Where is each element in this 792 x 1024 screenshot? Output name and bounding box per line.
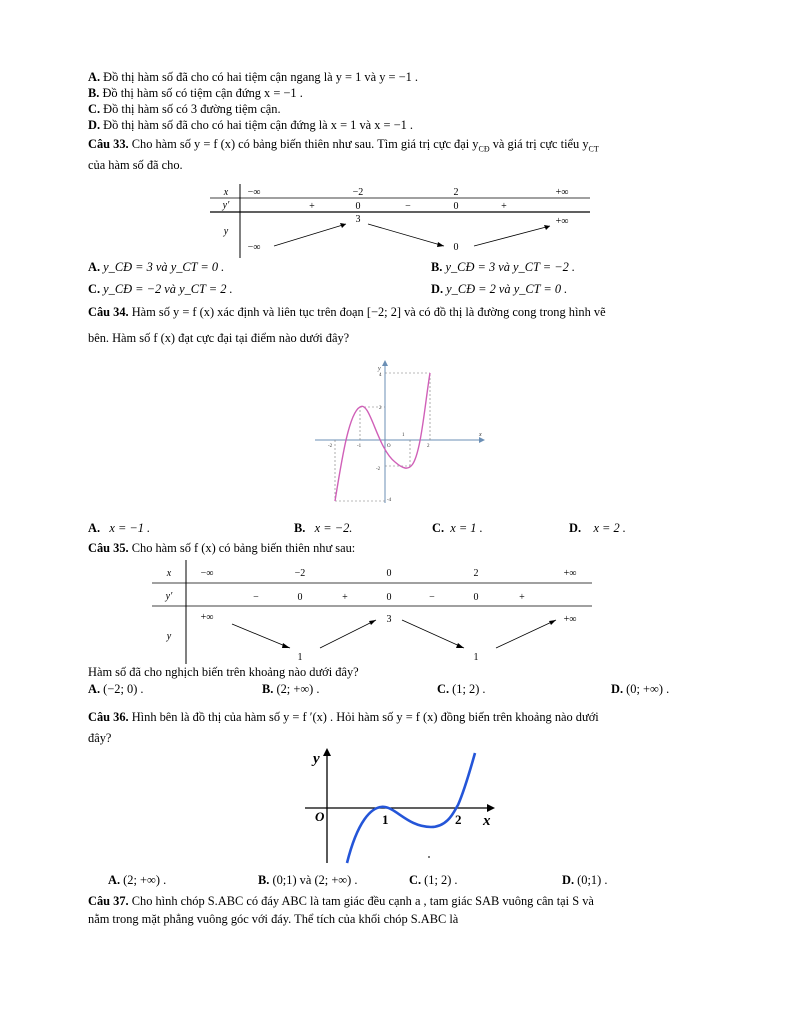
q32-option-c: C. Đồ thị hàm số có 3 đường tiệm cận. xyxy=(88,102,281,116)
q33-stem: Câu 33. Cho hàm số y = f (x) có bảng biến thiên như sau. Tìm giá trị cực đại $y_{CĐ}$ và giá trị cực tiểu $y_{CT}$ xyxy=(88,137,599,154)
q33-option-a: A. y_CĐ = 3 và y_CT = 0 . xyxy=(88,260,225,274)
q33-x-0: −∞ xyxy=(247,187,261,198)
q35-y-1: 1 xyxy=(297,652,303,663)
q35-y-0: +∞ xyxy=(200,612,214,623)
q36-axis-x: x xyxy=(483,813,491,829)
q35-option-a: A. (−2; 0) . xyxy=(88,682,144,696)
q36-axis-y: y xyxy=(313,751,320,767)
q33-x-3: +∞ xyxy=(555,187,569,198)
q35-option-b: B. (2; +∞) . xyxy=(262,682,320,696)
q33-yp-label: y′ xyxy=(222,200,230,211)
q32-option-a: A. Đồ thị hàm số đã cho có hai tiệm cận ngang là y = 1 và y = −1 . xyxy=(88,70,418,84)
q35-x-2: 0 xyxy=(386,568,392,579)
q35-y-2: 3 xyxy=(386,614,392,625)
q35-y-4: +∞ xyxy=(563,614,577,625)
q32-option-d: D. Đồ thị hàm số đã cho có hai tiệm cận đứng là x = 1 và x = −1 . xyxy=(88,118,414,132)
q33-yp-3: 0 xyxy=(453,201,459,212)
q34-graph xyxy=(315,358,490,508)
q33-yp-2: − xyxy=(405,201,411,212)
q34-origin: O xyxy=(387,444,391,449)
q33-y-0: −∞ xyxy=(247,242,261,253)
q34-tick-xm2: -2 xyxy=(328,444,333,449)
q35-x-4: +∞ xyxy=(563,568,577,579)
q35-option-d: D. (0; +∞) . xyxy=(611,682,670,696)
q33-yp-1: 0 xyxy=(355,201,361,212)
q34-axis-y: y xyxy=(378,366,381,372)
q35-yp-5: 0 xyxy=(473,592,479,603)
q33-y-label: y xyxy=(223,226,229,237)
q35-x-label: x xyxy=(166,568,172,579)
q35-yp-6: + xyxy=(519,592,525,603)
q34-option-c: C. x = 1 . xyxy=(432,521,483,535)
q35-yp-2: + xyxy=(342,592,348,603)
q34-tick-xm1: -1 xyxy=(357,444,362,449)
q37-stem-cont: nằm trong mặt phẳng vuông góc với đáy. Thể tích của khối chóp S.ABC là xyxy=(88,912,459,926)
q34-option-a: A. x = −1 . xyxy=(88,521,151,535)
q35-y-3: 1 xyxy=(473,652,479,663)
q35-variation-table xyxy=(152,560,592,664)
q32-option-b: B. Đồ thị hàm số có tiệm cận đứng x = −1 . xyxy=(88,86,303,100)
q35-yp-3: 0 xyxy=(386,592,392,603)
q34-tick-y2: 2 xyxy=(379,406,382,411)
q33-yp-0: + xyxy=(309,201,315,212)
q35-x-0: −∞ xyxy=(200,568,214,579)
q35-yp-0: − xyxy=(253,592,259,603)
q37-stem: Câu 37. Cho hình chóp S.ABC có đáy ABC là tam giác đều cạnh a , tam giác SAB vuông cân tại S và xyxy=(88,894,594,908)
q35-yp-4: − xyxy=(429,592,435,603)
q33-stem-cont: của hàm số đã cho. xyxy=(88,158,183,172)
q33-y-1: 3 xyxy=(355,214,361,225)
q33-y-3: +∞ xyxy=(555,216,569,227)
q36-option-b: B. (0;1) và (2; +∞) . xyxy=(258,873,358,887)
q33-option-b: B. y_CĐ = 3 và y_CT = −2 . xyxy=(431,260,575,274)
q33-yp-4: + xyxy=(501,201,507,212)
q35-stem: Câu 35. Cho hàm số f (x) có bảng biến thiên như sau: xyxy=(88,541,356,555)
q33-variation-table xyxy=(210,184,590,258)
q35-yp-label: y′ xyxy=(165,591,173,602)
q36-option-a: A. (2; +∞) . xyxy=(108,873,167,887)
q33-option-d: D. y_CĐ = 2 và y_CT = 0 . xyxy=(431,282,568,296)
q34-curve xyxy=(335,373,430,501)
q34-stem: Câu 34. Hàm số y = f (x) xác định và liên tục trên đoạn [−2; 2] và có đồ thị là đường cong trong hình vẽ xyxy=(88,305,606,319)
q35-x-1: −2 xyxy=(294,568,306,579)
q34-tick-x2: 2 xyxy=(427,444,430,449)
q35-option-c: C. (1; 2) . xyxy=(437,682,486,696)
q36-tick-1: 1 xyxy=(382,812,389,827)
q36-origin: O xyxy=(315,809,325,824)
q33-y-2: 0 xyxy=(453,242,459,253)
q36-stem: Câu 36. Hình bên là đồ thị của hàm số y = f ′(x) . Hỏi hàm số y = f (x) đồng biến trên khoảng nào dưới xyxy=(88,710,599,724)
q35-yp-1: 0 xyxy=(297,592,303,603)
q34-option-d: D. x = 2 . xyxy=(569,521,626,535)
q35-question: Hàm số đã cho nghịch biến trên khoảng nào dưới đây? xyxy=(88,665,359,679)
q33-x-2: 2 xyxy=(453,187,459,198)
q34-option-b: B. x = −2. xyxy=(294,521,353,535)
q34-tick-x1: 1 xyxy=(402,433,405,438)
q36-graph xyxy=(305,745,505,865)
q36-option-c: C. (1; 2) . xyxy=(409,873,458,887)
q35-x-3: 2 xyxy=(473,568,479,579)
q33-x-label: x xyxy=(223,187,229,198)
q34-tick-ym4: -4 xyxy=(387,498,392,503)
q34-tick-ym2: -2 xyxy=(376,467,381,472)
q34-axis-x: x xyxy=(479,432,482,438)
q36-tick-2: 2 xyxy=(455,812,462,827)
q36-option-d: D. (0;1) . xyxy=(562,873,608,887)
q34-stem-cont: bên. Hàm số f (x) đạt cực đại tại điểm nào dưới đây? xyxy=(88,331,350,345)
q33-option-c: C. y_CĐ = −2 và y_CT = 2 . xyxy=(88,282,233,296)
q33-x-1: −2 xyxy=(352,187,364,198)
q35-y-label: y xyxy=(166,631,172,642)
q36-stem-cont: đây? xyxy=(88,731,112,745)
q34-tick-y4: 4 xyxy=(379,373,382,378)
